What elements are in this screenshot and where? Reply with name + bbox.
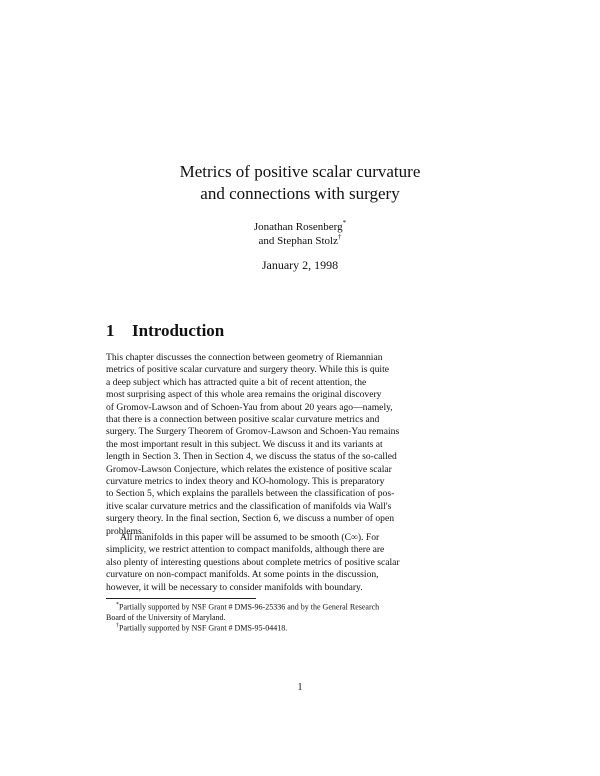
author-footnote-mark-2: † <box>337 233 342 241</box>
footnotes <box>106 602 498 635</box>
text-line: length in Section 3. Then in Section 4, we discuss the status of the so-called <box>106 451 397 463</box>
text-line: surgery. The Surgery Theorem of Gromov-Lawson and Schoen-Yau remains <box>106 426 400 438</box>
page-number: 1 <box>297 682 303 693</box>
text-line: itive scalar curvature metrics and the classification of manifolds via Wall's <box>106 500 392 512</box>
author-stolz: and Stephan Stolz <box>258 235 338 247</box>
intro-paragraph-1 <box>106 352 496 538</box>
text-line: All manifolds in this paper will be assumed to be smooth (C∞). For <box>120 532 380 543</box>
title-line-2: and connections with surgery <box>200 184 400 203</box>
footnote-text: Partially supported by NSF Grant # DMS-96-25336 and by the General Research <box>119 602 380 612</box>
text-line: the most important result in this subject. We discuss it and its variants at <box>106 438 383 450</box>
title-line-1: Metrics of positive scalar curvature <box>179 162 421 181</box>
text-line: This chapter discusses the connection between geometry of Riemannian <box>106 352 383 363</box>
paper-title <box>0 161 600 205</box>
text-line: of Gromov-Lawson and of Schoen-Yau from about 20 years ago—namely, <box>106 401 393 413</box>
footnote-mark: † <box>116 623 119 630</box>
text-line: most surprising aspect of this whole area remains the original discovery <box>106 389 382 401</box>
paper-date: January 2, 1998 <box>261 258 339 272</box>
text-line: however, it will be necessary to consider manifolds with boundary. <box>106 581 363 593</box>
text-line: a deep subject which has attracted quite a bit of recent attention, the <box>106 376 367 388</box>
text-line: metrics of positive scalar curvature and surgery theory. While this is quite <box>106 364 390 376</box>
footnote-mark: * <box>116 602 119 608</box>
text-line: curvature on non-compact manifolds. At some points in the discussion, <box>106 569 379 581</box>
footnote-1 <box>106 602 498 613</box>
author-block <box>0 220 600 248</box>
text-line: to Section 5, which explains the parallels between the classification of pos- <box>106 488 395 500</box>
author-rosenberg: Jonathan Rosenberg <box>253 221 343 233</box>
author-line-1 <box>0 220 600 234</box>
text-line: surgery theory. In the final section, Section 6, we discuss a number of open <box>106 513 395 525</box>
footnote-divider <box>106 598 256 599</box>
section-heading <box>106 321 224 341</box>
section-title: Introduction <box>132 321 225 340</box>
text-line: problems. <box>106 525 145 537</box>
footnote-1-continued: Board of the University of Maryland. <box>106 613 226 623</box>
intro-paragraph-2 <box>106 532 496 594</box>
text-line: that there is a connection between positive scalar curvature metrics and <box>106 414 380 426</box>
footnote-2 <box>106 623 498 634</box>
text-line: also plenty of interesting questions about complete metrics of positive scalar <box>106 556 400 568</box>
text-line: curvature metrics to index theory and KO-homology. This is preparatory <box>106 476 385 488</box>
text-line: simplicity, we restrict attention to compact manifolds, although there are <box>106 544 385 556</box>
footnote-text: Partially supported by NSF Grant # DMS-95-04418. <box>119 624 288 634</box>
author-footnote-mark-1: * <box>342 219 347 227</box>
section-number: 1 <box>106 321 115 340</box>
author-line-2 <box>0 234 600 248</box>
text-line: Gromov-Lawson Conjecture, which relates the existence of positive scalar <box>106 463 392 475</box>
